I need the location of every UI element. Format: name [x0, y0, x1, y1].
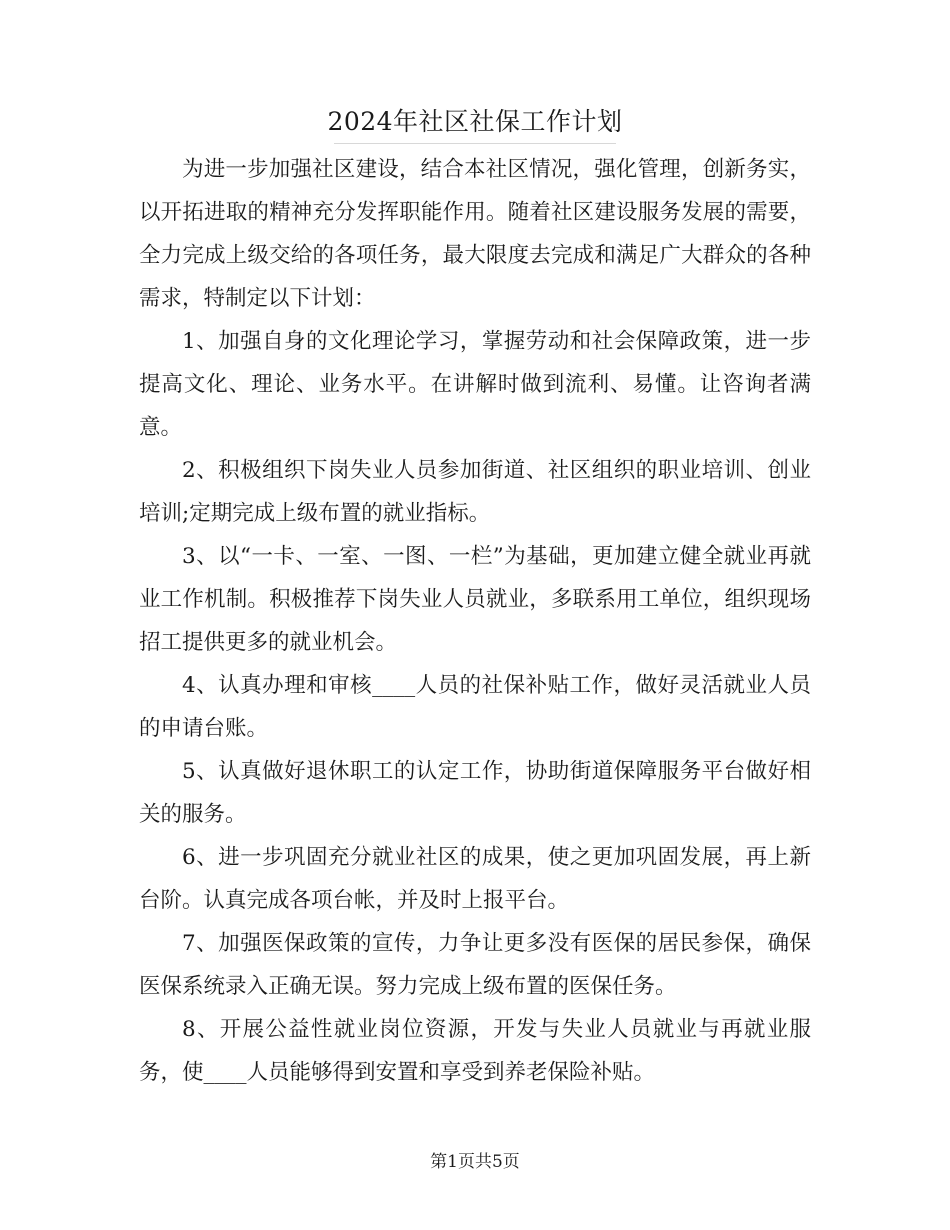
plan-item-1: 1、加强自身的文化理论学习，掌握劳动和社会保障政策，进一步提高文化、理论、业务水平。在讲解时做到流利、易懂。让咨询者满意。 — [139, 329, 811, 440]
plan-item-8: 8、开展公益性就业岗位资源，开发与失业人员就业与再就业服务，使____人员能够得到安置和享受到养老保险补贴。 — [139, 1017, 811, 1085]
document-body — [139, 148, 811, 1094]
plan-item-7: 7、加强医保政策的宣传，力争让更多没有医保的居民参保，确保医保系统录入正确无误。努力完成上级布置的医保任务。 — [139, 931, 811, 999]
page-number: 第1页共5页 — [430, 1152, 520, 1172]
plan-item-3: 3、以“一卡、一室、一图、一栏”为基础，更加建立健全就业再就业工作机制。积极推荐下岗失业人员就业，多联系用工单位，组织现场招工提供更多的就业机会。 — [139, 544, 811, 655]
title-underline — [334, 143, 616, 144]
intro-paragraph: 为进一步加强社区建设，结合本社区情况，强化管理，创新务实，以开拓进取的精神充分发挥职能作用。随着社区建设服务发展的需要，全力完成上级交给的各项任务，最大限度去完成和满足广大群众的各种需求，特制定以下计划： — [139, 157, 811, 311]
plan-item-5: 5、认真做好退休职工的认定工作，协助街道保障服务平台做好相关的服务。 — [139, 759, 811, 827]
document-title: 2024年社区社保工作计划 — [327, 107, 623, 136]
plan-item-2: 2、积极组织下岗失业人员参加街道、社区组织的职业培训、创业培训;定期完成上级布置的就业指标。 — [139, 458, 811, 526]
plan-item-4: 4、认真办理和审核____人员的社保补贴工作，做好灵活就业人员的申请台账。 — [139, 673, 811, 741]
plan-item-6: 6、进一步巩固充分就业社区的成果，使之更加巩固发展，再上新台阶。认真完成各项台帐，并及时上报平台。 — [139, 845, 811, 913]
